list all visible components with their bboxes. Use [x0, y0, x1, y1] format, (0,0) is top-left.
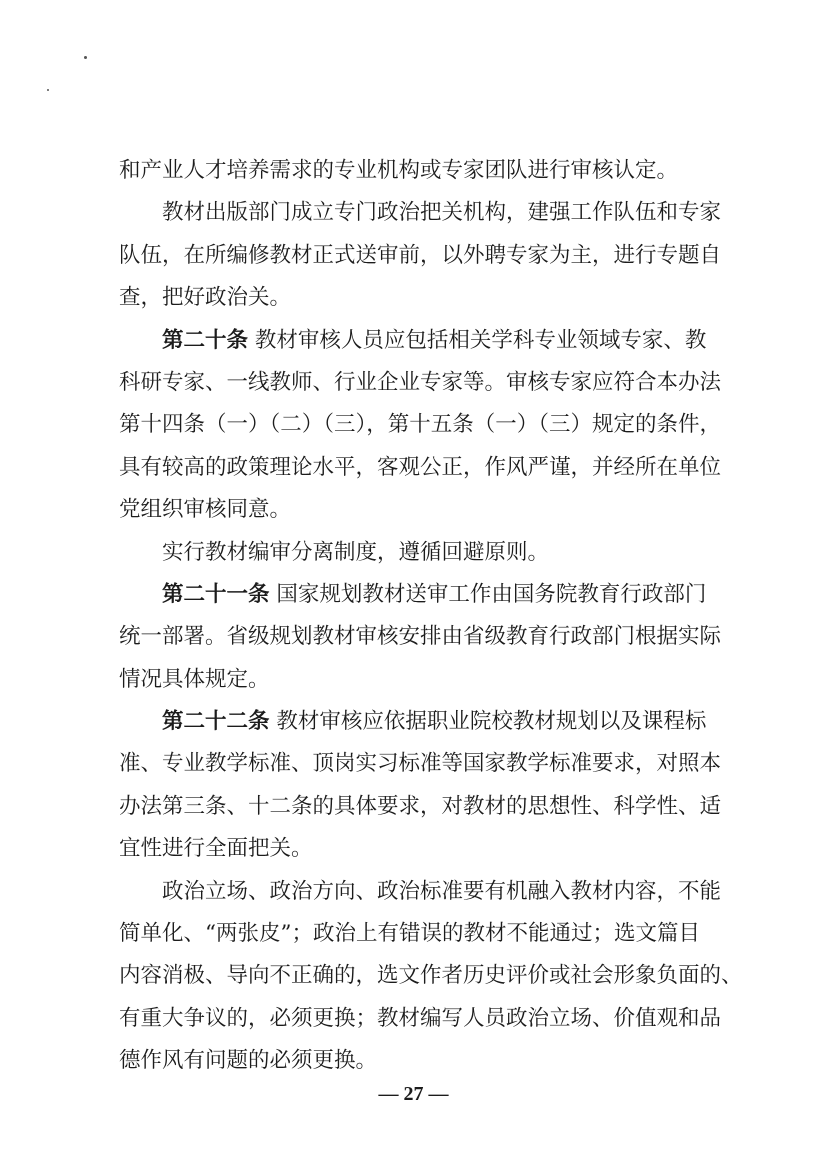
- line-text: 简单化、“两张皮”；政治上有错误的教材不能通过；选文篇目: [119, 921, 700, 947]
- line-text: 宜性进行全面把关。: [119, 836, 313, 862]
- line-text: 德作风有问题的必须更换。: [119, 1048, 378, 1074]
- text-line: [119, 489, 759, 531]
- text-line: [119, 743, 759, 785]
- text-line: [119, 404, 759, 446]
- text-line: [119, 192, 759, 234]
- line-text: 具有较高的政策理论水平，客观公正，作风严谨，并经所在单位: [119, 454, 722, 480]
- document-body: [119, 150, 759, 1083]
- paragraph: [119, 320, 759, 532]
- line-text: 国家规划教材送审工作由国务院教育行政部门: [269, 581, 707, 607]
- scan-speck: [84, 56, 87, 59]
- text-line: [119, 1040, 759, 1082]
- text-line: [119, 574, 759, 616]
- paragraph: [119, 871, 759, 1083]
- line-text: 党组织审核同意。: [119, 497, 292, 523]
- text-line: [119, 955, 759, 997]
- text-line: [119, 913, 759, 955]
- text-line: [119, 320, 759, 362]
- text-line: [119, 616, 759, 658]
- text-line: [119, 235, 759, 277]
- article-heading: 第二十条: [162, 327, 249, 353]
- page-number: — 27 —: [378, 1083, 449, 1105]
- scan-speck: [47, 89, 49, 91]
- line-text: 办法第三条、十二条的具体要求，对教材的思想性、科学性、适: [119, 793, 722, 819]
- text-line: [119, 828, 759, 870]
- text-line: [119, 659, 759, 701]
- line-text: 有重大争议的，必须更换；教材编写人员政治立场、价值观和品: [119, 1005, 722, 1031]
- line-text: 教材审核应依据职业院校教材规划以及课程标: [269, 709, 707, 735]
- line-text: 教材出版部门成立专门政治把关机构，建强工作队伍和专家: [162, 200, 722, 226]
- paragraph: [119, 574, 759, 701]
- line-text: 科研专家、一线教师、行业企业专家等。审核专家应符合本办法: [119, 369, 722, 395]
- line-text: 实行教材编审分离制度，遵循回避原则。: [162, 539, 550, 565]
- paragraph: [119, 701, 759, 871]
- line-text: 情况具体规定。: [119, 666, 270, 692]
- line-text: 和产业人才培养需求的专业机构或专家团队进行审核认定。: [119, 158, 679, 183]
- text-line: [119, 998, 759, 1040]
- text-line: [119, 150, 759, 192]
- paragraph: [119, 532, 759, 574]
- line-text: 第十四条（一）（二）（三），第十五条（一）（三）规定的条件，: [119, 412, 722, 438]
- text-line: [119, 532, 759, 574]
- text-line: [119, 871, 759, 913]
- article-heading: 第二十一条: [162, 581, 270, 607]
- text-line: [119, 701, 759, 743]
- line-text: 教材审核人员应包括相关学科专业领域专家、教: [248, 327, 707, 353]
- paragraph: [119, 192, 759, 319]
- line-text: 查，把好政治关。: [119, 285, 292, 311]
- text-line: [119, 362, 759, 404]
- line-text: 队伍，在所编修教材正式送审前，以外聘专家为主，进行专题自: [119, 242, 722, 268]
- line-text: 内容消极、导向不正确的，选文作者历史评价或社会形象负面的、: [119, 963, 743, 989]
- line-text: 政治立场、政治方向、政治标准要有机融入教材内容，不能: [162, 878, 722, 904]
- line-text: 统一部署。省级规划教材审核安排由省级教育行政部门根据实际: [119, 624, 722, 650]
- text-line: [119, 786, 759, 828]
- text-line: [119, 277, 759, 319]
- line-text: 准、专业教学标准、顶岗实习标准等国家教学标准要求，对照本: [119, 751, 722, 777]
- paragraph: [119, 150, 759, 192]
- text-line: [119, 447, 759, 489]
- article-heading: 第二十二条: [162, 709, 270, 735]
